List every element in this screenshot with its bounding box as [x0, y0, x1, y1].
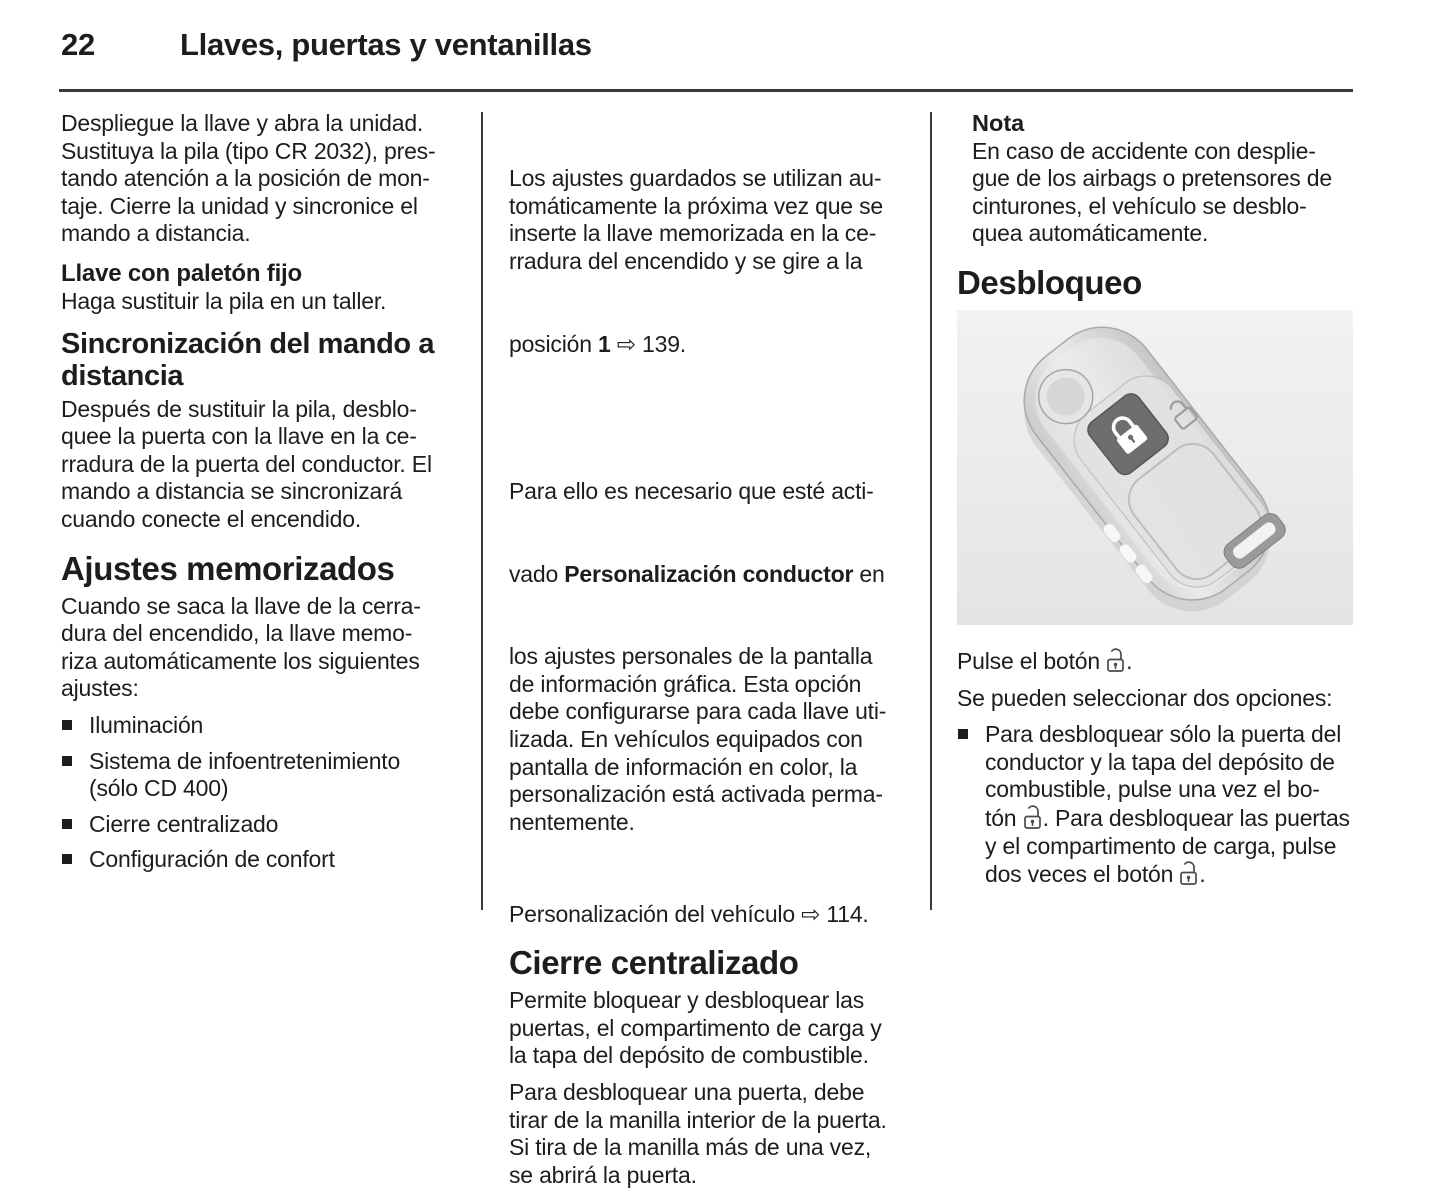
paragraph-saved-settings [509, 110, 907, 414]
text-line-reference: posición 1 ⇨ 139. [509, 330, 686, 357]
cross-reference-line: Personalización del vehículo ⇨ 114. [509, 900, 869, 927]
column-divider-1 [481, 112, 483, 910]
note-block [972, 110, 1355, 248]
column-1 [61, 110, 459, 882]
text-line: Para ello es necesario que esté acti- [509, 477, 874, 504]
press-button-line: Pulse el botón . [957, 647, 1133, 674]
text-lines: Los ajustes guardados se utilizan au- tomáticamente la próxima vez que se inserte la llave memorizada en la ce- rradura del encendido y se gire a la [509, 165, 883, 274]
section-heading-unlocking: Desbloqueo [957, 263, 1142, 301]
text-line-bold: vado Personalización conductor en [509, 560, 885, 587]
bold-position-1: 1 [597, 330, 611, 357]
list-item [61, 748, 459, 803]
list-item-text-line: y el compartimento de carga, pulse [985, 832, 1337, 859]
list-item-text: Para desbloquear sólo la puerta del conductor y la tapa del depósito de combustible, pulse una vez el bo- [985, 721, 1342, 803]
text-lines: los ajustes personales de la pantalla de información gráfica. Esta opción debe configurarse para cada llave uti- lizada. En vehículos equipados con pantalla de información en color, la personalización está activada perma- nentemente. [509, 643, 887, 835]
section-heading-sync: Sincronización del mando a distancia [61, 327, 435, 392]
unlock-icon [1179, 860, 1199, 886]
options-line: Se pueden seleccionar dos opciones: [957, 684, 1333, 711]
settings-list [61, 712, 459, 874]
paragraph-workshop: Haga sustituir la pila en un taller. [61, 287, 387, 314]
section-heading-central-locking: Cierre centralizado [509, 944, 799, 982]
unlock-icon [1106, 647, 1126, 673]
reference-arrow-139: ⇨ 139. [610, 330, 686, 357]
column-3 [957, 110, 1355, 897]
unlock-icon [1023, 804, 1043, 830]
unlock-options-list [957, 721, 1355, 889]
list-item-text: Iluminación [89, 711, 204, 738]
paragraph-battery: Despliegue la llave y abra la unidad. Sustituya la pila (tipo CR 2032), pres- tando atención a la posición de mon- taje. Cierre la unidad y sincronice el mando a distancia. [61, 110, 436, 247]
bold-personalizacion-conductor: Personalización conductor [564, 560, 854, 587]
paragraph-sync: Después de sustituir la pila, desblo- quee la puerta con la llave en la ce- rradura de la puerta del conductor. El mando a distancia se sincronizará cuando conecte el encendido. [61, 395, 432, 532]
list-item [61, 811, 459, 839]
paragraph-door-handle: Para desbloquear una puerta, debe tirar de la manilla interior de la puerta. Si tira de la manilla más de una vez, se abrirá la puerta. [509, 1079, 887, 1188]
paragraph-personalization [509, 423, 907, 892]
key-fob-illustration [957, 310, 1353, 625]
chapter-title: Llaves, puertas y ventanillas [180, 27, 592, 62]
list-item [957, 721, 1355, 889]
list-item [61, 712, 459, 740]
list-item-text: Cierre centralizado [89, 810, 279, 837]
paragraph-locking: Permite bloquear y desbloquear las puertas, el compartimento de carga y la tapa del depósito de combustible. [509, 987, 882, 1069]
section-heading-memorized: Ajustes memorizados [61, 549, 395, 587]
list-item-text-line: dos veces el botón . [985, 861, 1206, 888]
page-number: 22 [61, 27, 95, 62]
list-item [61, 846, 459, 874]
key-fob-photo [957, 310, 1353, 625]
list-item-text-line: tón . Para desbloquear las puertas [985, 804, 1350, 831]
column-2 [509, 110, 907, 1198]
paragraph-memorized: Cuando se saca la llave de la cerra- dura del encendido, la llave memo- riza automáticamente los siguientes ajustes: [61, 592, 421, 702]
list-item-text: Sistema de infoentretenimiento (sólo CD 400) [89, 747, 401, 802]
subsection-heading-fixed-key: Llave con paletón fijo [61, 259, 302, 287]
note-text: En caso de accidente con desplie- gue de los airbags o pretensores de cinturones, el vehículo se desblo- quea automáticamente. [972, 137, 1332, 247]
list-item-text: Configuración de confort [89, 846, 335, 873]
column-divider-2 [930, 112, 932, 910]
note-label: Nota [972, 110, 1025, 136]
header-rule [59, 89, 1353, 92]
